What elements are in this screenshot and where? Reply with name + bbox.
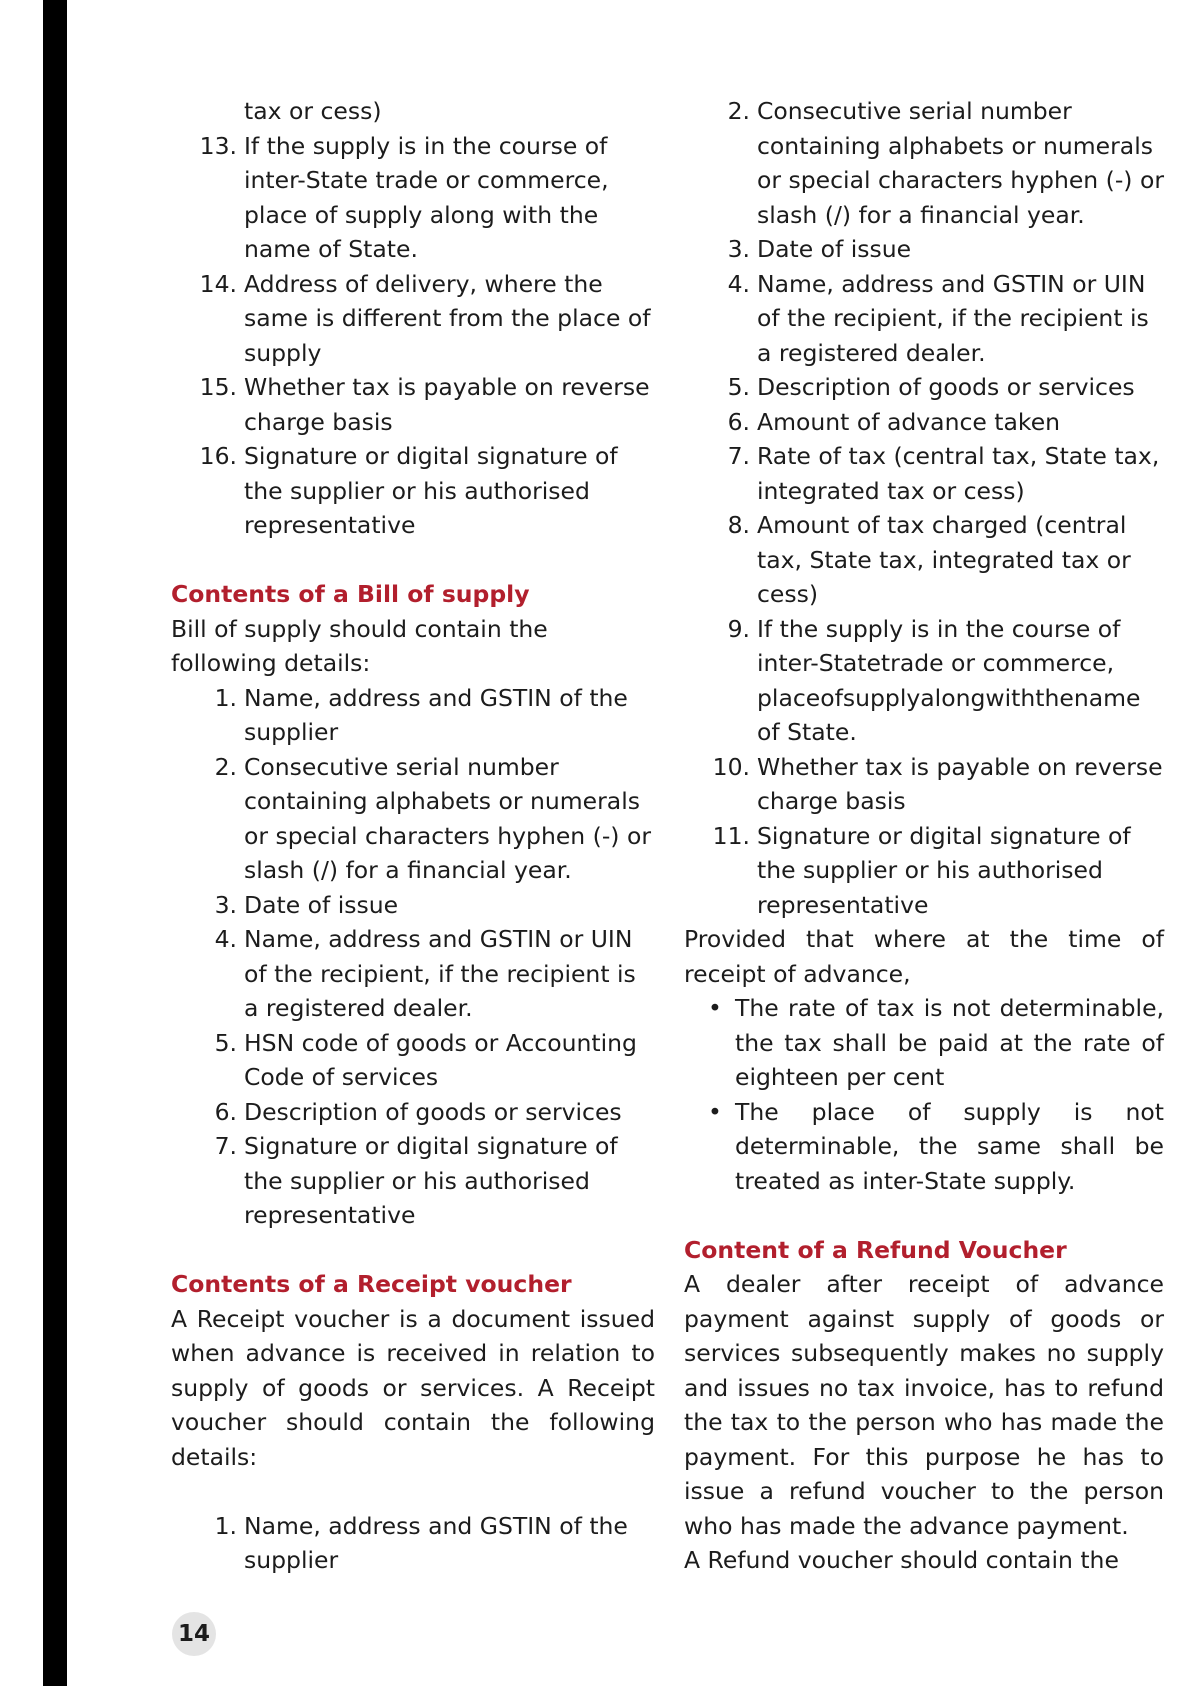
page-number: 14	[172, 1612, 216, 1656]
list-item	[171, 922, 655, 1026]
item-number: 4.	[214, 925, 237, 953]
list-item	[684, 267, 1164, 371]
item-text: Signature or digital signature of the supplier or his authorised representative	[757, 821, 1131, 919]
item-text: Consecutive serial number containing alphabets or numerals or special characters hyphen (-) or slash (/) for a financial year.	[757, 97, 1164, 229]
list-item	[171, 129, 655, 267]
item-number: 3.	[214, 890, 237, 919]
item-text: If the supply is in the course of inter-Statetrade or commerce, placeofsupplyalongwiththename of State.	[757, 614, 1141, 746]
item-text: Name, address and GSTIN or UIN of the recipient, if the recipient is a registered dealer.	[757, 269, 1149, 367]
list-item	[171, 750, 655, 888]
item-text: Signature or digital signature of the supplier or his authorised representative	[244, 1132, 618, 1229]
item-text: Amount of tax charged (central tax, State tax, integrated tax or cess)	[757, 511, 1131, 608]
item-number: 16.	[199, 442, 237, 470]
list-item	[171, 1129, 655, 1233]
binding-edge	[43, 0, 67, 1686]
list-item	[171, 1509, 655, 1578]
item-number: 6.	[214, 1097, 237, 1126]
item-number: 1.	[214, 1511, 237, 1540]
list-item	[684, 405, 1164, 440]
bullet-item	[684, 991, 1164, 1095]
item-text: Whether tax is payable on reverse charge basis	[244, 373, 650, 436]
right-column	[684, 94, 1164, 1578]
list-item	[684, 508, 1164, 612]
list-item	[684, 612, 1164, 750]
list-item	[171, 681, 655, 750]
spacer	[171, 1474, 655, 1509]
item-number: 14.	[199, 269, 237, 298]
refund-voucher-paragraph: A dealer after receipt of advance payment against supply of goods or services subsequently makes no supply and issues no tax invoice, has to refund the tax to the person who has made the payment. For this purpose he has to issue a refund voucher to the person who has made the advance payment.	[684, 1270, 1164, 1540]
item-text: Consecutive serial number containing alphabets or numerals or special characters hyphen (-) or slash (/) for a financial year.	[244, 752, 651, 884]
item-text: Whether tax is payable on reverse charge basis	[757, 752, 1163, 815]
item-text: Signature or digital signature of the supplier or his authorised representative	[244, 442, 618, 539]
list-item	[684, 370, 1164, 405]
item-text: Date of issue	[244, 890, 399, 919]
item-number: 2.	[214, 752, 237, 781]
refund-voucher-heading: Content of a Refund Voucher	[684, 1235, 1067, 1264]
list-item	[171, 267, 655, 371]
item-text: Rate of tax (central tax, State tax, integrated tax or cess)	[757, 442, 1160, 505]
item-number: 3.	[727, 235, 750, 263]
item-text: Amount of advance taken	[757, 407, 1061, 436]
item-number: 5.	[727, 373, 750, 401]
list-item	[684, 232, 1164, 267]
list-item	[684, 750, 1164, 819]
bullet-dot: •	[708, 994, 722, 1022]
bill-of-supply-heading: Contents of a Bill of supply	[171, 580, 530, 608]
item-number: 2.	[727, 97, 750, 125]
list-item	[171, 370, 655, 439]
item-text: If the supply is in the course of inter-State trade or commerce, place of supply along with the name of State.	[244, 131, 609, 263]
receipt-voucher-intro: A Receipt voucher is a document issued when advance is received in relation to supply of goods or services. A Receipt voucher should contain the following details:	[171, 1304, 655, 1471]
bullet-text: The place of supply is not determinable, the same shall be treated as inter-State supply.	[735, 1097, 1164, 1195]
item-number: 5.	[214, 1028, 237, 1057]
proviso-intro: Provided that where at the time of receipt of advance,	[684, 925, 1164, 988]
item-number: 9.	[727, 614, 750, 643]
item-number: 6.	[727, 407, 750, 436]
item-text: Name, address and GSTIN of the supplier	[244, 1511, 628, 1574]
item-text: Description of goods or services	[757, 373, 1135, 401]
list-item	[684, 439, 1164, 508]
item-text: Name, address and GSTIN or UIN of the recipient, if the recipient is a registered dealer.	[244, 925, 636, 1022]
item-text: Date of issue	[757, 235, 912, 263]
bullet-text: The rate of tax is not determinable, the tax shall be paid at the rate of eighteen per cent	[735, 994, 1164, 1091]
item-number: 8.	[727, 511, 750, 539]
item-number: 13.	[199, 131, 237, 160]
list-item	[684, 819, 1164, 923]
item-text: HSN code of goods or Accounting Code of services	[244, 1028, 637, 1091]
item-number: 11.	[712, 821, 750, 850]
item-text: Description of goods or services	[244, 1097, 622, 1126]
list-item	[171, 1026, 655, 1095]
receipt-voucher-heading: Contents of a Receipt voucher	[171, 1270, 572, 1298]
item-number: 10.	[712, 752, 750, 781]
item-text: Address of delivery, where the same is different from the place of supply	[244, 269, 651, 367]
bullet-dot: •	[708, 1097, 722, 1126]
list-item	[171, 439, 655, 543]
item-number: 7.	[214, 1132, 237, 1160]
list-item	[171, 94, 655, 129]
item-number: 1.	[214, 683, 237, 712]
list-item	[171, 888, 655, 923]
bill-of-supply-intro: Bill of supply should contain the following details:	[171, 614, 548, 677]
list-item	[171, 1095, 655, 1130]
left-column	[171, 94, 655, 1578]
item-number: 4.	[727, 269, 750, 298]
bullet-item	[684, 1095, 1164, 1199]
refund-voucher-paragraph-continued: A Refund voucher should contain the	[684, 1546, 1119, 1574]
item-text: tax or cess)	[244, 97, 382, 125]
item-number: 15.	[199, 373, 237, 401]
item-number: 7.	[727, 442, 750, 470]
item-text: Name, address and GSTIN of the supplier	[244, 683, 628, 746]
list-item	[684, 94, 1164, 232]
